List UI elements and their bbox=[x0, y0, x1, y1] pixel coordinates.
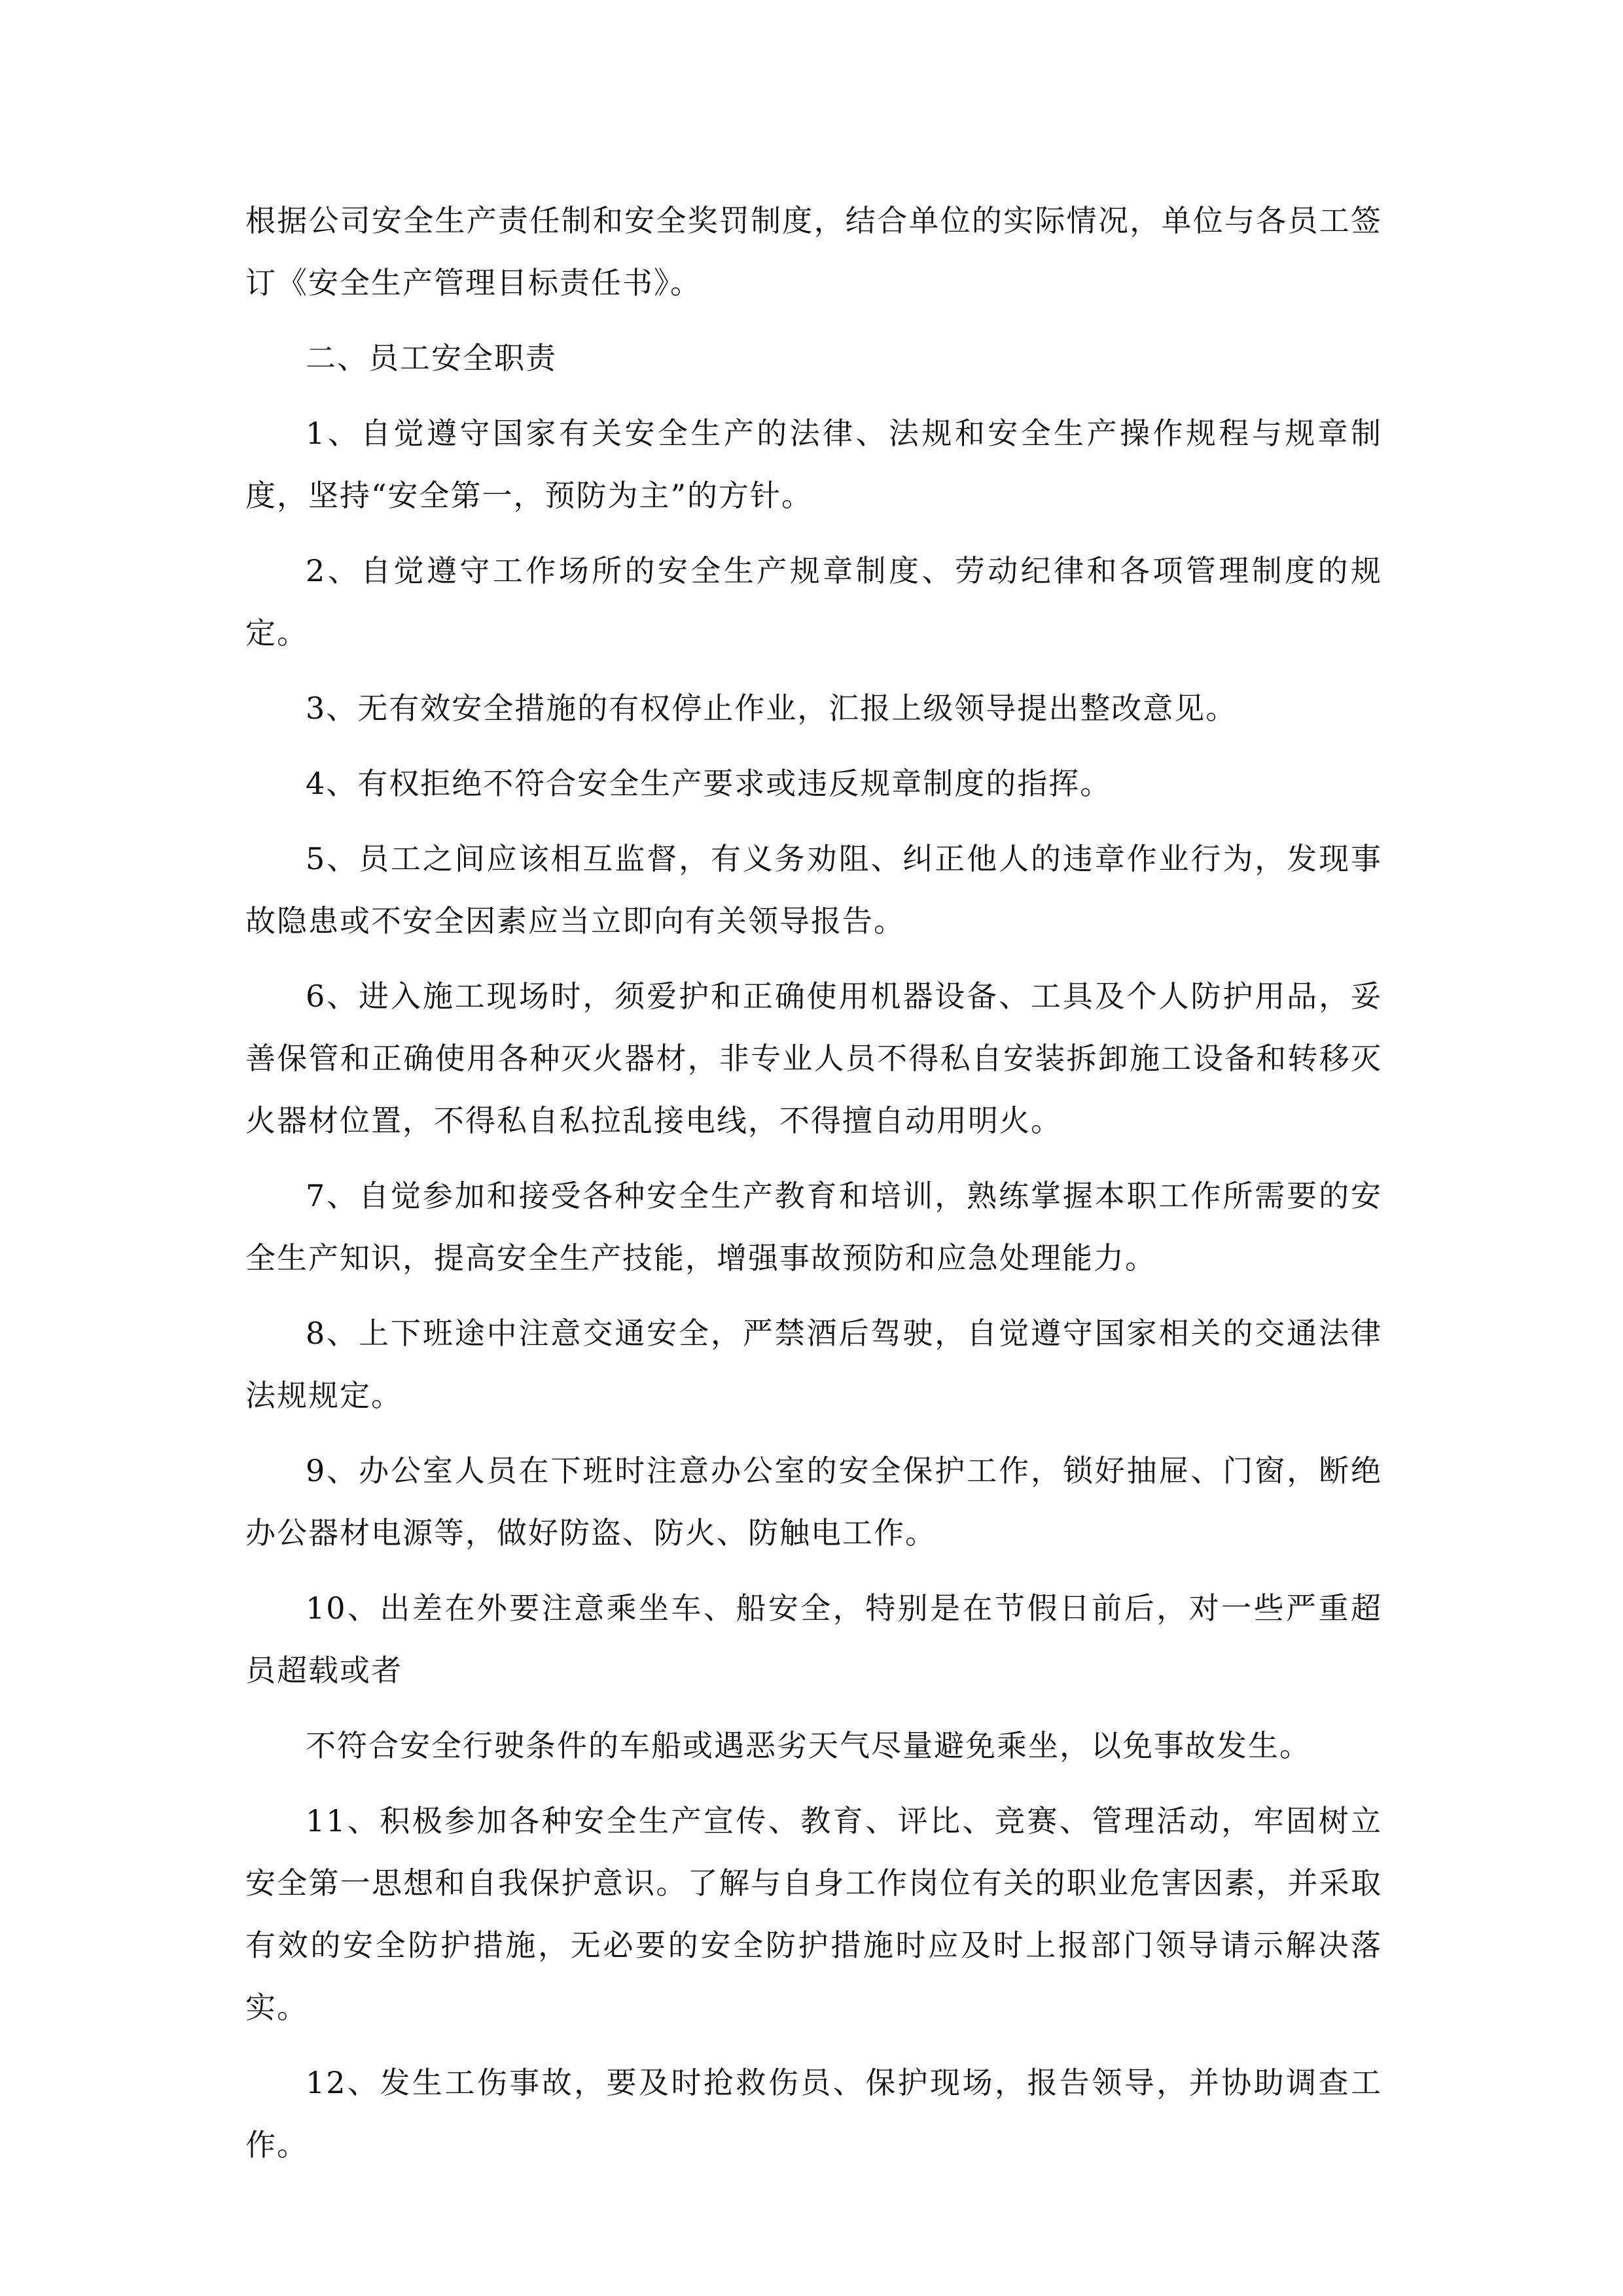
duty-item-5: 5、员工之间应该相互监督，有义务劝阻、纠正他人的违章作业行为，发现事故隐患或不安全因素应当立即向有关领导报告。 bbox=[245, 841, 1382, 939]
duty-item-6: 6、进入施工现场时，须爱护和正确使用机器设备、工具及个人防护用品，妥善保管和正确使用各种灭火器材，非专业人员不得私自安装拆卸施工设备和转移灭火器材位置，不得私自私拉乱接电线，不得擅自动用明火。 bbox=[245, 978, 1382, 1138]
duty-item-11: 11、积极参加各种安全生产宣传、教育、评比、竞赛、管理活动，牢固树立安全第一思想和自我保护意识。了解与自身工作岗位有关的职业危害因素，并采取有效的安全防护措施，无必要的安全防护措施时应及时上报部门领导请示解决落实。 bbox=[245, 1803, 1382, 2025]
section-heading-employee-duties: 二、员工安全职责 bbox=[306, 340, 557, 376]
duty-item-10-continued: 不符合安全行驶条件的车船或遇恶劣天气尽量避免乘坐，以免事故发生。 bbox=[306, 1728, 1311, 1763]
duty-item-12: 12、发生工伤事故，要及时抢救伤员、保护现场，报告领导，并协助调查工作。 bbox=[245, 2065, 1382, 2162]
duty-item-10: 10、出差在外要注意乘坐车、船安全，特别是在节假日前后，对一些严重超员超载或者 bbox=[245, 1590, 1382, 1688]
duty-item-1: 1、自觉遵守国家有关安全生产的法律、法规和安全生产操作规程与规章制度，坚持“安全第一，预防为主”的方针。 bbox=[245, 416, 1382, 513]
duty-item-7: 7、自觉参加和接受各种安全生产教育和培训，熟练掌握本职工作所需要的安全生产知识，提高安全生产技能，增强事故预防和应急处理能力。 bbox=[245, 1178, 1382, 1276]
duty-item-2: 2、自觉遵守工作场所的安全生产规章制度、劳动纪律和各项管理制度的规定。 bbox=[245, 553, 1382, 651]
duty-item-4: 4、有权拒绝不符合安全生产要求或违反规章制度的指挥。 bbox=[306, 766, 1112, 801]
duty-item-3: 3、无有效安全措施的有权停止作业，汇报上级领导提出整改意见。 bbox=[306, 691, 1238, 726]
duty-item-9: 9、办公室人员在下班时注意办公室的安全保护工作，锁好抽屉、门窗，断绝办公器材电源等，做好防盗、防火、防触电工作。 bbox=[245, 1453, 1382, 1551]
duty-item-8: 8、上下班途中注意交通安全，严禁酒后驾驶，自觉遵守国家相关的交通法律法规规定。 bbox=[245, 1316, 1382, 1413]
paragraph-intro: 根据公司安全生产责任制和安全奖罚制度，结合单位的实际情况，单位与各员工签订《安全生产管理目标责任书》。 bbox=[245, 203, 1382, 300]
